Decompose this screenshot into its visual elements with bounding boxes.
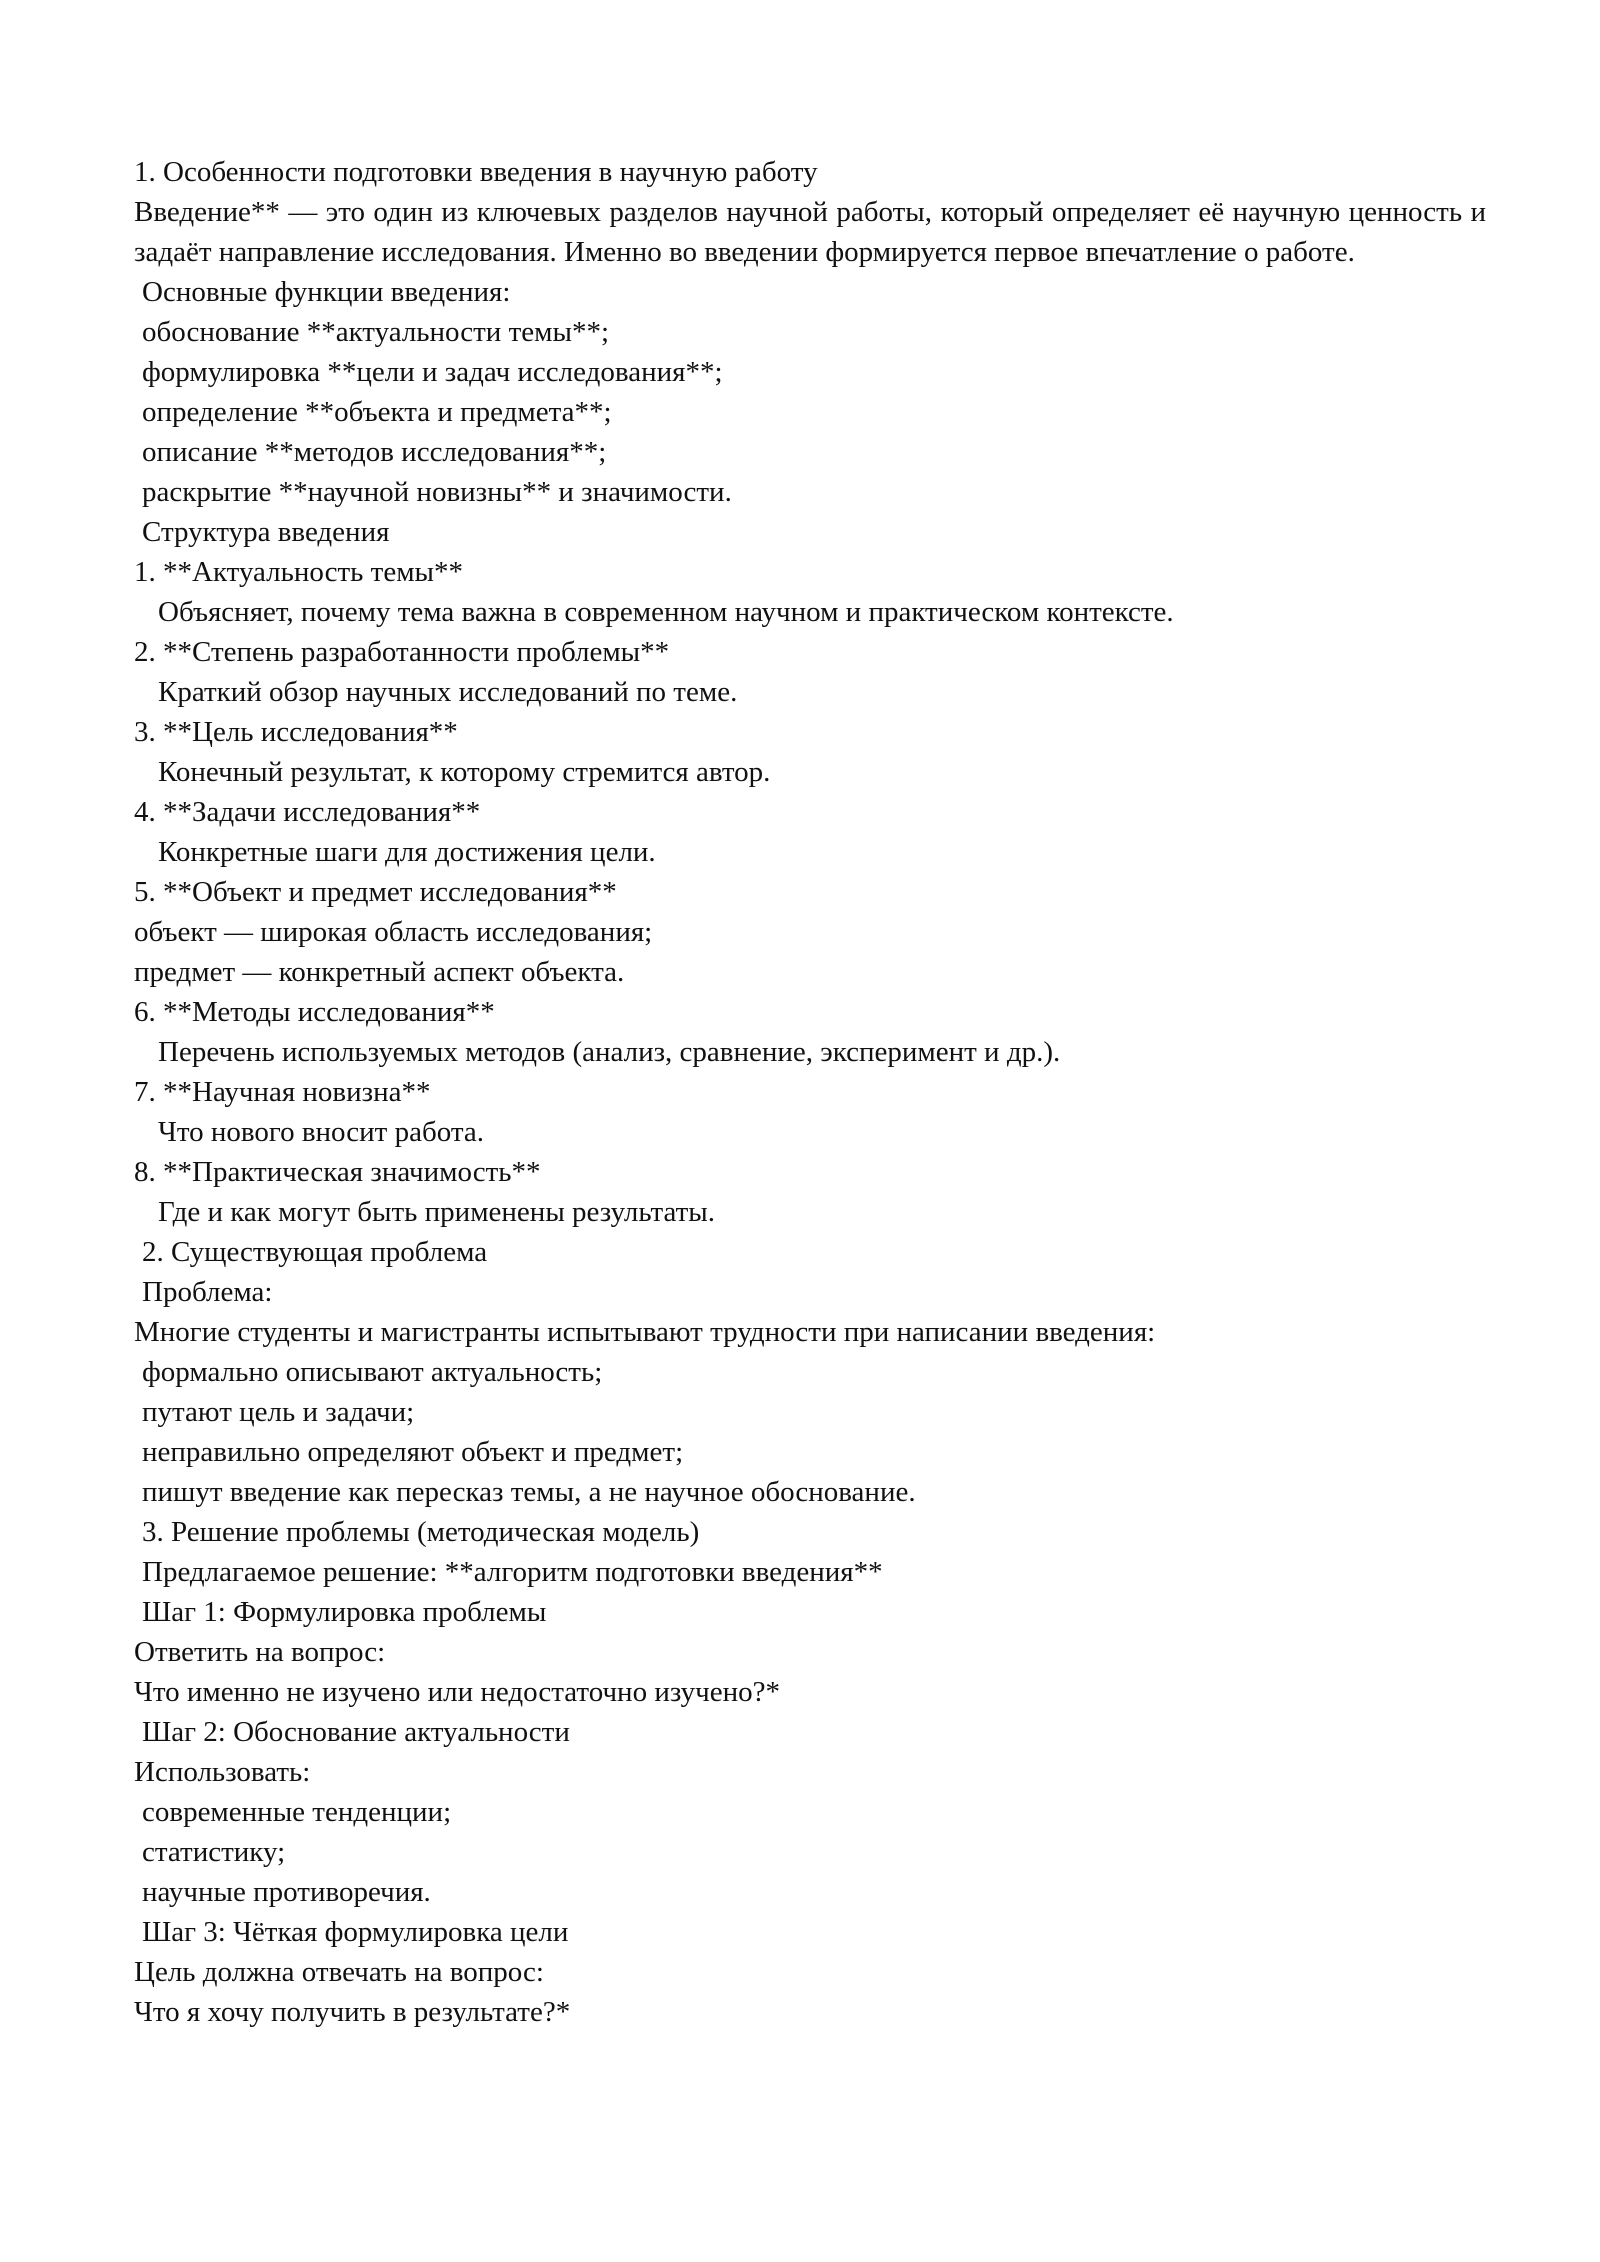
structure-item-sub: предмет — конкретный аспект объекта. <box>134 956 625 988</box>
section2-heading: 2. Существующая проблема <box>142 1236 488 1268</box>
structure-item-desc: Перечень используемых методов (анализ, сравнение, эксперимент и др.). <box>158 1036 1061 1068</box>
step2-item: статистику; <box>142 1836 286 1868</box>
solution-text: Предлагаемое решение: **алгоритм подготовки введения** <box>142 1556 883 1588</box>
problem-label: Проблема: <box>142 1276 273 1308</box>
structure-title: Структура введения <box>142 516 390 548</box>
problem-intro: Многие студенты и магистранты испытывают трудности при написании введения: <box>134 1316 1156 1348</box>
function-item: обоснование **актуальности темы**; <box>142 316 610 348</box>
problem-item: путают цель и задачи; <box>142 1396 415 1428</box>
structure-item-title: 4. **Задачи исследования** <box>134 796 481 828</box>
function-item: формулировка **цели и задач исследования**; <box>142 356 723 388</box>
section-heading: 1. Особенности подготовки введения в научную работу <box>134 156 818 188</box>
structure-item-title: 6. **Методы исследования** <box>134 996 495 1028</box>
structure-item-title: 8. **Практическая значимость** <box>134 1156 541 1188</box>
structure-item-desc: Что нового вносит работа. <box>158 1116 484 1148</box>
structure-item-desc: Краткий обзор научных исследований по теме. <box>158 676 738 708</box>
step3-question: Что я хочу получить в результате?* <box>134 1996 571 2028</box>
structure-item-title: 7. **Научная новизна** <box>134 1076 431 1108</box>
structure-item-sub: объект — широкая область исследования; <box>134 916 653 948</box>
problem-item: формально описывают актуальность; <box>142 1356 603 1388</box>
document-page <box>134 152 1486 2032</box>
intro-paragraph: Введение** — это один из ключевых разделов научной работы, который определяет её научную ценность и задаёт направление исследования. Именно во введении формируется первое впечатление о работе. <box>134 196 1486 268</box>
structure-item-title: 3. **Цель исследования** <box>134 716 458 748</box>
step3-title: Шаг 3: Чёткая формулировка цели <box>142 1916 569 1948</box>
structure-item-desc: Объясняет, почему тема важна в современном научном и практическом контексте. <box>158 596 1174 628</box>
step1-question: Что именно не изучено или недостаточно изучено?* <box>134 1676 781 1708</box>
structure-item-desc: Конкретные шаги для достижения цели. <box>158 836 656 868</box>
structure-item-title: 2. **Степень разработанности проблемы** <box>134 636 670 668</box>
section3-heading: 3. Решение проблемы (методическая модель) <box>142 1516 700 1548</box>
problem-item: пишут введение как пересказ темы, а не научное обоснование. <box>142 1476 916 1508</box>
structure-item-desc: Где и как могут быть применены результаты. <box>158 1196 716 1228</box>
step1-title: Шаг 1: Формулировка проблемы <box>142 1596 547 1628</box>
step2-label: Использовать: <box>134 1756 311 1788</box>
structure-item-desc: Конечный результат, к которому стремится автор. <box>158 756 771 788</box>
step2-title: Шаг 2: Обоснование актуальности <box>142 1716 570 1748</box>
structure-item-title: 5. **Объект и предмет исследования** <box>134 876 617 908</box>
function-item: определение **объекта и предмета**; <box>142 396 612 428</box>
step2-item: современные тенденции; <box>142 1796 452 1828</box>
function-item: описание **методов исследования**; <box>142 436 607 468</box>
problem-item: неправильно определяют объект и предмет; <box>142 1436 684 1468</box>
step2-item: научные противоречия. <box>142 1876 431 1908</box>
structure-item-title: 1. **Актуальность темы** <box>134 556 464 588</box>
step1-label: Ответить на вопрос: <box>134 1636 386 1668</box>
step3-label: Цель должна отвечать на вопрос: <box>134 1956 544 1988</box>
functions-title: Основные функции введения: <box>142 276 511 308</box>
function-item: раскрытие **научной новизны** и значимости. <box>142 476 732 508</box>
